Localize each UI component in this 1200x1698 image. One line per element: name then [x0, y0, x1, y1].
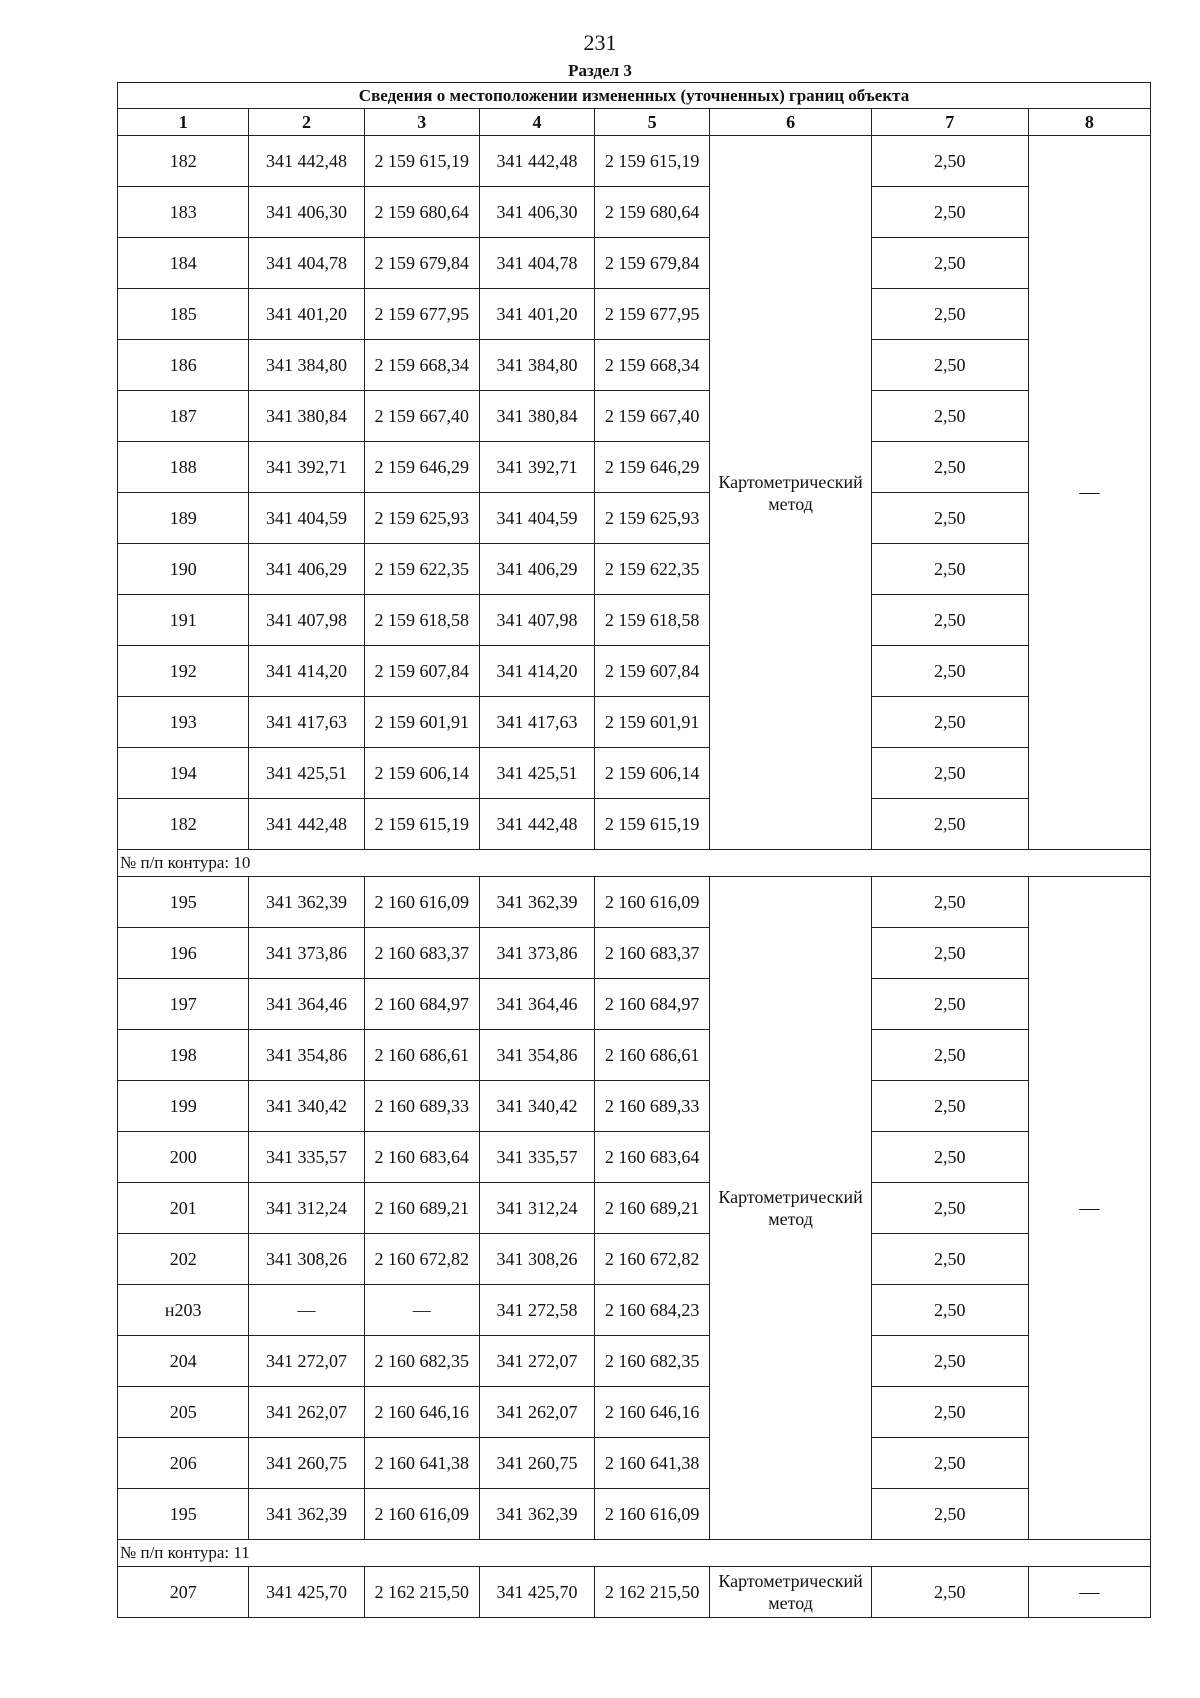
y-coordinate: 2 159 622,35	[364, 544, 479, 595]
x-new-coordinate: 341 384,80	[479, 340, 594, 391]
point-number: 200	[118, 1132, 249, 1183]
point-number: 195	[118, 877, 249, 928]
point-number: 191	[118, 595, 249, 646]
point-number: 204	[118, 1336, 249, 1387]
table-row	[118, 289, 1151, 340]
x-new-coordinate: 341 401,20	[479, 289, 594, 340]
table-row	[118, 1567, 1151, 1618]
x-new-coordinate: 341 425,70	[479, 1567, 594, 1618]
table-body	[118, 136, 1151, 1618]
point-number: 189	[118, 493, 249, 544]
y-coordinate: 2 159 646,29	[364, 442, 479, 493]
accuracy-value: 2,50	[871, 595, 1028, 646]
y-coordinate: 2 160 684,97	[364, 979, 479, 1030]
contour-label: № п/п контура: 11	[118, 1540, 1151, 1567]
contour-label-row	[118, 850, 1151, 877]
y-coordinate: 2 159 679,84	[364, 238, 479, 289]
column-8-value: —	[1028, 136, 1150, 850]
x-coordinate: 341 312,24	[249, 1183, 364, 1234]
point-number: 202	[118, 1234, 249, 1285]
y-coordinate: 2 159 618,58	[364, 595, 479, 646]
table-row	[118, 646, 1151, 697]
x-coordinate: 341 404,78	[249, 238, 364, 289]
y-coordinate: 2 160 641,38	[364, 1438, 479, 1489]
x-coordinate: 341 401,20	[249, 289, 364, 340]
table-row	[118, 1438, 1151, 1489]
accuracy-value: 2,50	[871, 493, 1028, 544]
x-coordinate: 341 425,51	[249, 748, 364, 799]
x-coordinate: 341 392,71	[249, 442, 364, 493]
x-coordinate: 341 364,46	[249, 979, 364, 1030]
accuracy-value: 2,50	[871, 544, 1028, 595]
point-number: 207	[118, 1567, 249, 1618]
x-new-coordinate: 341 312,24	[479, 1183, 594, 1234]
y-coordinate: 2 160 682,35	[364, 1336, 479, 1387]
column-header: 5	[595, 109, 710, 136]
x-new-coordinate: 341 340,42	[479, 1081, 594, 1132]
table-row	[118, 1336, 1151, 1387]
y-coordinate: 2 159 677,95	[364, 289, 479, 340]
y-new-coordinate: 2 160 616,09	[595, 1489, 710, 1540]
point-number: 193	[118, 697, 249, 748]
x-new-coordinate: 341 404,78	[479, 238, 594, 289]
y-new-coordinate: 2 159 618,58	[595, 595, 710, 646]
column-header: 6	[710, 109, 872, 136]
x-new-coordinate: 341 373,86	[479, 928, 594, 979]
x-coordinate: 341 384,80	[249, 340, 364, 391]
accuracy-value: 2,50	[871, 238, 1028, 289]
accuracy-value: 2,50	[871, 646, 1028, 697]
x-new-coordinate: 341 362,39	[479, 1489, 594, 1540]
table-row	[118, 748, 1151, 799]
y-coordinate: 2 160 616,09	[364, 877, 479, 928]
point-number: 206	[118, 1438, 249, 1489]
y-new-coordinate: 2 159 680,64	[595, 187, 710, 238]
y-new-coordinate: 2 160 641,38	[595, 1438, 710, 1489]
point-number: 183	[118, 187, 249, 238]
x-coordinate: 341 260,75	[249, 1438, 364, 1489]
y-new-coordinate: 2 160 683,37	[595, 928, 710, 979]
method-cell: Картометрический метод	[710, 136, 872, 850]
accuracy-value: 2,50	[871, 979, 1028, 1030]
accuracy-value: 2,50	[871, 1285, 1028, 1336]
y-new-coordinate: 2 160 672,82	[595, 1234, 710, 1285]
x-coordinate: —	[249, 1285, 364, 1336]
x-new-coordinate: 341 425,51	[479, 748, 594, 799]
x-coordinate: 341 414,20	[249, 646, 364, 697]
y-new-coordinate: 2 162 215,50	[595, 1567, 710, 1618]
x-new-coordinate: 341 380,84	[479, 391, 594, 442]
y-coordinate: 2 159 606,14	[364, 748, 479, 799]
y-coordinate: 2 159 625,93	[364, 493, 479, 544]
section-title: Раздел 3	[568, 61, 632, 80]
accuracy-value: 2,50	[871, 1132, 1028, 1183]
y-coordinate: 2 159 615,19	[364, 799, 479, 850]
column-header: 8	[1028, 109, 1150, 136]
x-coordinate: 341 406,30	[249, 187, 364, 238]
x-new-coordinate: 341 272,07	[479, 1336, 594, 1387]
y-new-coordinate: 2 160 684,97	[595, 979, 710, 1030]
column-header-row	[118, 109, 1151, 136]
point-number: 199	[118, 1081, 249, 1132]
point-number: 185	[118, 289, 249, 340]
point-number: 192	[118, 646, 249, 697]
table-row	[118, 1030, 1151, 1081]
y-coordinate: 2 160 672,82	[364, 1234, 479, 1285]
point-number: 188	[118, 442, 249, 493]
y-new-coordinate: 2 159 667,40	[595, 391, 710, 442]
table-row	[118, 697, 1151, 748]
accuracy-value: 2,50	[871, 1438, 1028, 1489]
x-coordinate: 341 262,07	[249, 1387, 364, 1438]
table-row	[118, 136, 1151, 187]
column-header: 7	[871, 109, 1028, 136]
x-new-coordinate: 341 335,57	[479, 1132, 594, 1183]
y-new-coordinate: 2 160 686,61	[595, 1030, 710, 1081]
y-new-coordinate: 2 159 677,95	[595, 289, 710, 340]
point-number: 205	[118, 1387, 249, 1438]
x-coordinate: 341 272,07	[249, 1336, 364, 1387]
accuracy-value: 2,50	[871, 1336, 1028, 1387]
y-new-coordinate: 2 160 646,16	[595, 1387, 710, 1438]
table-title: Сведения о местоположении измененных (уточненных) границ объекта	[118, 83, 1151, 109]
x-coordinate: 341 308,26	[249, 1234, 364, 1285]
table-row	[118, 1132, 1151, 1183]
point-number: 184	[118, 238, 249, 289]
column-8-value: —	[1028, 1567, 1150, 1618]
point-number: 190	[118, 544, 249, 595]
table-row	[118, 595, 1151, 646]
page-number: 231	[583, 30, 617, 55]
accuracy-value: 2,50	[871, 1183, 1028, 1234]
accuracy-value: 2,50	[871, 391, 1028, 442]
y-new-coordinate: 2 159 607,84	[595, 646, 710, 697]
table-row	[118, 877, 1151, 928]
table-row	[118, 187, 1151, 238]
x-new-coordinate: 341 354,86	[479, 1030, 594, 1081]
y-coordinate: 2 162 215,50	[364, 1567, 479, 1618]
method-cell: Картометрический метод	[710, 877, 872, 1540]
y-new-coordinate: 2 159 679,84	[595, 238, 710, 289]
point-number: 201	[118, 1183, 249, 1234]
y-new-coordinate: 2 159 622,35	[595, 544, 710, 595]
table-row	[118, 391, 1151, 442]
accuracy-value: 2,50	[871, 1081, 1028, 1132]
point-number: 195	[118, 1489, 249, 1540]
x-coordinate: 341 380,84	[249, 391, 364, 442]
y-coordinate: 2 159 601,91	[364, 697, 479, 748]
column-header: 2	[249, 109, 364, 136]
y-coordinate: 2 159 680,64	[364, 187, 479, 238]
y-coordinate: 2 160 689,21	[364, 1183, 479, 1234]
table-row	[118, 442, 1151, 493]
y-coordinate: 2 159 667,40	[364, 391, 479, 442]
y-new-coordinate: 2 160 616,09	[595, 877, 710, 928]
x-new-coordinate: 341 308,26	[479, 1234, 594, 1285]
table-row	[118, 1234, 1151, 1285]
y-coordinate: 2 160 683,64	[364, 1132, 479, 1183]
point-number: 182	[118, 136, 249, 187]
x-new-coordinate: 341 442,48	[479, 136, 594, 187]
x-new-coordinate: 341 262,07	[479, 1387, 594, 1438]
point-number: 182	[118, 799, 249, 850]
x-new-coordinate: 341 272,58	[479, 1285, 594, 1336]
x-coordinate: 341 417,63	[249, 697, 364, 748]
table-row	[118, 493, 1151, 544]
y-coordinate: 2 160 683,37	[364, 928, 479, 979]
x-coordinate: 341 354,86	[249, 1030, 364, 1081]
point-number: 186	[118, 340, 249, 391]
table-row	[118, 1081, 1151, 1132]
accuracy-value: 2,50	[871, 748, 1028, 799]
y-coordinate: —	[364, 1285, 479, 1336]
contour-label-row	[118, 1540, 1151, 1567]
y-coordinate: 2 159 668,34	[364, 340, 479, 391]
y-coordinate: 2 160 689,33	[364, 1081, 479, 1132]
table-row	[118, 1285, 1151, 1336]
table-row	[118, 928, 1151, 979]
contour-label: № п/п контура: 10	[118, 850, 1151, 877]
y-new-coordinate: 2 159 625,93	[595, 493, 710, 544]
accuracy-value: 2,50	[871, 877, 1028, 928]
column-8-value: —	[1028, 877, 1150, 1540]
column-header: 3	[364, 109, 479, 136]
accuracy-value: 2,50	[871, 442, 1028, 493]
accuracy-value: 2,50	[871, 928, 1028, 979]
x-new-coordinate: 341 404,59	[479, 493, 594, 544]
x-coordinate: 341 362,39	[249, 877, 364, 928]
table-row	[118, 238, 1151, 289]
y-new-coordinate: 2 159 615,19	[595, 799, 710, 850]
point-number: 198	[118, 1030, 249, 1081]
accuracy-value: 2,50	[871, 1234, 1028, 1285]
column-header: 4	[479, 109, 594, 136]
x-new-coordinate: 341 406,29	[479, 544, 594, 595]
x-coordinate: 341 340,42	[249, 1081, 364, 1132]
x-coordinate: 341 362,39	[249, 1489, 364, 1540]
point-number: 197	[118, 979, 249, 1030]
x-new-coordinate: 341 406,30	[479, 187, 594, 238]
table-row	[118, 979, 1151, 1030]
y-coordinate: 2 160 686,61	[364, 1030, 479, 1081]
accuracy-value: 2,50	[871, 289, 1028, 340]
table-row	[118, 1489, 1151, 1540]
accuracy-value: 2,50	[871, 187, 1028, 238]
x-coordinate: 341 425,70	[249, 1567, 364, 1618]
point-number: 194	[118, 748, 249, 799]
column-header: 1	[118, 109, 249, 136]
accuracy-value: 2,50	[871, 799, 1028, 850]
y-new-coordinate: 2 159 601,91	[595, 697, 710, 748]
y-new-coordinate: 2 160 689,21	[595, 1183, 710, 1234]
accuracy-value: 2,50	[871, 340, 1028, 391]
table-row	[118, 799, 1151, 850]
x-coordinate: 341 442,48	[249, 799, 364, 850]
y-coordinate: 2 160 616,09	[364, 1489, 479, 1540]
accuracy-value: 2,50	[871, 1387, 1028, 1438]
y-new-coordinate: 2 159 615,19	[595, 136, 710, 187]
x-new-coordinate: 341 362,39	[479, 877, 594, 928]
point-number: н203	[118, 1285, 249, 1336]
y-new-coordinate: 2 160 682,35	[595, 1336, 710, 1387]
y-new-coordinate: 2 159 646,29	[595, 442, 710, 493]
accuracy-value: 2,50	[871, 136, 1028, 187]
accuracy-value: 2,50	[871, 697, 1028, 748]
table-row	[118, 1183, 1151, 1234]
y-coordinate: 2 159 607,84	[364, 646, 479, 697]
y-coordinate: 2 160 646,16	[364, 1387, 479, 1438]
x-new-coordinate: 341 392,71	[479, 442, 594, 493]
method-cell: Картометрический метод	[710, 1567, 872, 1618]
accuracy-value: 2,50	[871, 1030, 1028, 1081]
x-new-coordinate: 341 260,75	[479, 1438, 594, 1489]
table-row	[118, 1387, 1151, 1438]
x-new-coordinate: 341 407,98	[479, 595, 594, 646]
x-new-coordinate: 341 414,20	[479, 646, 594, 697]
accuracy-value: 2,50	[871, 1567, 1028, 1618]
y-coordinate: 2 159 615,19	[364, 136, 479, 187]
y-new-coordinate: 2 159 606,14	[595, 748, 710, 799]
table-row	[118, 544, 1151, 595]
table-row	[118, 340, 1151, 391]
x-coordinate: 341 406,29	[249, 544, 364, 595]
point-number: 187	[118, 391, 249, 442]
x-coordinate: 341 404,59	[249, 493, 364, 544]
x-coordinate: 341 407,98	[249, 595, 364, 646]
accuracy-value: 2,50	[871, 1489, 1028, 1540]
x-coordinate: 341 442,48	[249, 136, 364, 187]
x-new-coordinate: 341 364,46	[479, 979, 594, 1030]
x-coordinate: 341 335,57	[249, 1132, 364, 1183]
point-number: 196	[118, 928, 249, 979]
y-new-coordinate: 2 160 689,33	[595, 1081, 710, 1132]
x-coordinate: 341 373,86	[249, 928, 364, 979]
x-new-coordinate: 341 417,63	[479, 697, 594, 748]
boundary-table	[117, 82, 1151, 1618]
y-new-coordinate: 2 160 683,64	[595, 1132, 710, 1183]
y-new-coordinate: 2 159 668,34	[595, 340, 710, 391]
x-new-coordinate: 341 442,48	[479, 799, 594, 850]
y-new-coordinate: 2 160 684,23	[595, 1285, 710, 1336]
